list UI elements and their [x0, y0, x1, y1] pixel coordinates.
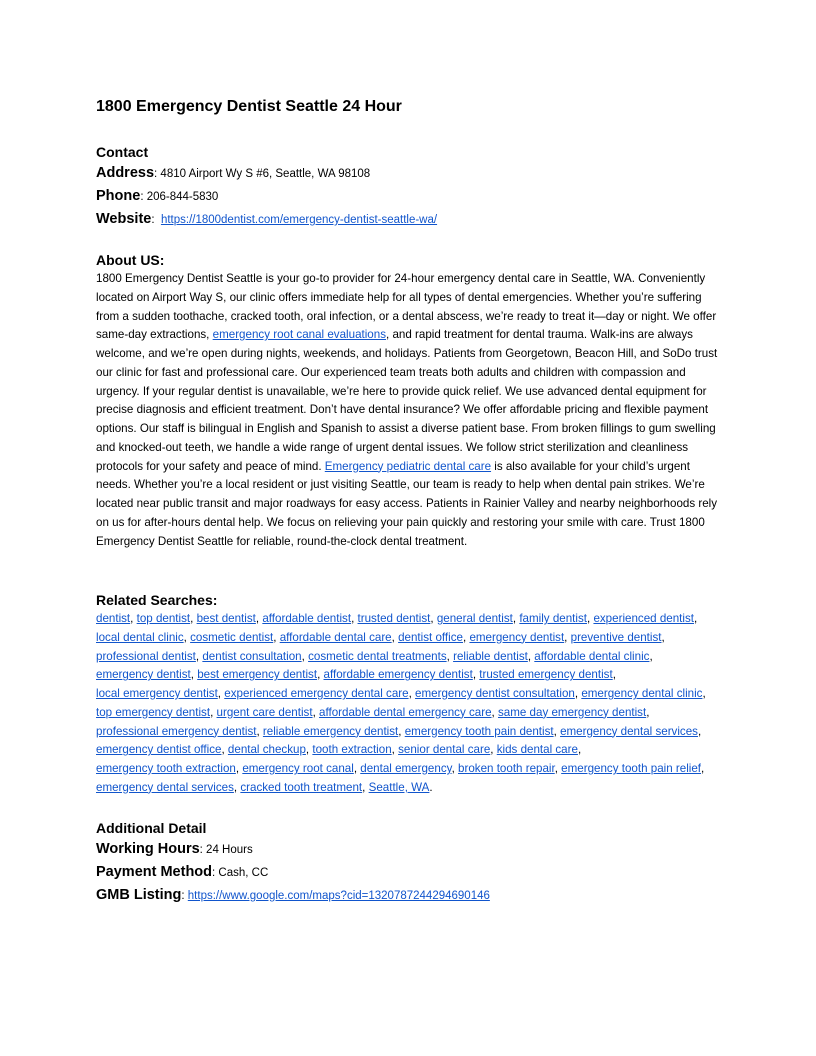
related-search-link[interactable]: cosmetic dental treatments: [308, 649, 447, 663]
contact-heading: Contact: [96, 144, 149, 160]
related-search-link[interactable]: emergency tooth extraction: [96, 762, 236, 775]
related-search-link[interactable]: affordable dental emergency care: [319, 705, 492, 719]
related-search-link[interactable]: trusted dentist: [357, 612, 431, 625]
related-search-link[interactable]: general dentist: [436, 612, 513, 625]
gmb-link[interactable]: https://www.google.com/maps?cid=1320787244294690146: [187, 890, 490, 902]
related-search-link[interactable]: best emergency dentist: [197, 668, 318, 682]
related-search-link[interactable]: best dentist: [196, 612, 256, 625]
hours-label: Working Hours: [96, 841, 200, 857]
related-search-link[interactable]: emergency dental services: [560, 724, 698, 738]
related-search-link[interactable]: emergency tooth pain dentist: [404, 724, 554, 738]
related-search-link[interactable]: affordable dentist: [262, 612, 352, 625]
related-search-link[interactable]: local dental clinic: [96, 630, 184, 644]
related-search-link[interactable]: affordable dental clinic: [534, 649, 650, 663]
related-search-link[interactable]: urgent care dentist: [216, 705, 313, 719]
related-search-link[interactable]: preventive dentist: [570, 630, 662, 644]
related-search-link[interactable]: dentist office: [398, 630, 463, 644]
related-search-link[interactable]: emergency dentist office: [96, 743, 222, 757]
related-search-link[interactable]: senior dental care: [398, 743, 491, 757]
related-search-link[interactable]: professional dentist: [96, 649, 196, 663]
about-section: [96, 250, 720, 551]
about-text-1: 1800 Emergency Dentist Seattle is your go-to provider for 24-hour emergency dental care in Seattle, WA. Conveniently located on Airport Way S, our clinic offers immediate help for all types of dental emergencies. Whether you’re suffering from a sudden toothache, cracked tooth, oral infection, or a dental abscess, we’re ready to treat it—day or night. We offer same-day extractions,: [96, 272, 717, 342]
about-heading: About US:: [96, 252, 165, 268]
related-search-link[interactable]: dental checkup: [227, 743, 306, 757]
payment-value: Cash, CC: [218, 867, 269, 879]
phone-label: Phone: [96, 188, 141, 204]
pediatric-care-link[interactable]: Emergency pediatric dental care: [324, 459, 492, 473]
related-search-link[interactable]: dental emergency: [360, 762, 452, 775]
related-search-link[interactable]: experienced dentist: [593, 612, 694, 625]
related-search-link[interactable]: dentist: [96, 612, 131, 625]
related-search-link[interactable]: affordable dental care: [279, 630, 392, 644]
related-heading: Related Searches:: [96, 592, 218, 608]
related-search-link[interactable]: emergency dentist: [96, 668, 191, 682]
about-text-2: , and rapid treatment for dental trauma. Walk-ins are always welcome, and we’re open during nights, weekends, and holidays. Patients from Georgetown, Beacon Hill, and SoDo trust our clinic for fast and professional care. Our experienced team treats both adults and children with compassion and urgency. If your regular dentist is unavailable, we’re here to provide quick relief. We use advanced dental equipment for precise diagnosis and efficient treatment. Don’t have dental insurance? We offer affordable pricing and flexible payment options. Our staff is bilingual in English and Spanish to assist a diverse patient base. From broken fillings to gum swelling and knocked-out teeth, we handle a wide range of urgent dental issues. We follow strict sterilization and cleanliness protocols for your safety and peace of mind.: [96, 328, 718, 473]
payment-label: Payment Method: [96, 864, 213, 880]
phone-row: Phone: 206-844-5830: [96, 188, 219, 204]
related-search-link[interactable]: family dentist: [519, 612, 587, 625]
related-search-link[interactable]: cracked tooth treatment: [240, 780, 363, 794]
related-links-list: dentist, top dentist, best dentist, affordable dentist, trusted dentist, general dentist, family dentist, experienced dentist, local dental clinic, cosmetic dentist, affordable dental care, dentist office, emergency dentist, preventive dentist, professional dentist, dentist consultation, cosmetic dental treatments, reliable dentist, affordable dental clinic, emergency dentist, best emergency dentist, affordable emergency dentist, trusted emergency dentist, local emergency dentist, experienced emergency dental care, emergency dentist consultation, emergency dental clinic, top emergency dentist, urgent care dentist, affordable dental emergency care, same day emergency dentist, professional emergency dentist, reliable emergency dentist, emergency tooth pain dentist, emergency dental services, emergency dentist office, dental checkup, tooth extraction, senior dental care, kids dental care, emergency tooth extraction, emergency root canal, dental emergency, broken tooth repair, emergency tooth pain relief, emergency dental services, cracked tooth treatment, Seattle, WA.: [96, 612, 706, 794]
related-search-link[interactable]: professional emergency dentist: [96, 724, 257, 738]
related-search-link[interactable]: same day emergency dentist: [497, 705, 647, 719]
address-value: 4810 Airport Wy S #6, Seattle, WA 98108: [160, 168, 371, 180]
page-title: 1800 Emergency Dentist Seattle 24 Hour: [96, 98, 402, 115]
related-search-link[interactable]: tooth extraction: [312, 743, 392, 757]
related-search-link[interactable]: trusted emergency dentist: [479, 668, 613, 682]
related-search-link[interactable]: top emergency dentist: [96, 705, 211, 719]
phone-value: 206-844-5830: [146, 191, 219, 203]
related-search-link[interactable]: local emergency dentist: [96, 687, 218, 700]
related-search-link[interactable]: dentist consultation: [202, 649, 302, 663]
contact-section: [96, 142, 720, 231]
related-search-link[interactable]: emergency dental clinic: [581, 687, 703, 700]
related-search-link[interactable]: emergency root canal: [242, 762, 354, 775]
website-link[interactable]: https://1800dentist.com/emergency-dentist-seattle-wa/: [160, 214, 438, 226]
related-search-link[interactable]: reliable dentist: [453, 649, 528, 663]
website-row: Website: https://1800dentist.com/emergency-dentist-seattle-wa/: [96, 211, 438, 227]
related-search-link[interactable]: reliable emergency dentist: [262, 724, 399, 738]
related-search-link[interactable]: Seattle, WA: [368, 780, 430, 794]
root-canal-link[interactable]: emergency root canal evaluations: [212, 328, 387, 342]
related-search-link[interactable]: emergency tooth pain relief: [561, 762, 702, 775]
about-text-3: is also available for your child’s urgent needs. Whether you’re a local resident or just visiting Seattle, our team is ready to help when dental pain strikes. We’re located near public transit and major roadways for easy access. Patients in Rainier Valley and nearby neighborhoods rely on us for after-hours dental help. We focus on relieving your pain quickly and restoring your smile with care. Trust 1800 Emergency Dentist Seattle for reliable, round-the-clock dental treatment.: [96, 459, 718, 548]
about-paragraph: [96, 270, 720, 551]
related-search-link[interactable]: cosmetic dentist: [190, 630, 274, 644]
hours-row: Working Hours: 24 Hours: [96, 841, 253, 857]
hours-value: 24 Hours: [206, 844, 253, 856]
related-search-link[interactable]: emergency dentist: [469, 630, 565, 644]
website-label: Website: [96, 211, 152, 227]
address-row: Address: 4810 Airport Wy S #6, Seattle, WA 98108: [96, 165, 371, 181]
related-searches-section: [96, 590, 720, 798]
related-search-link[interactable]: kids dental care: [496, 743, 578, 757]
payment-row: Payment Method: Cash, CC: [96, 864, 269, 880]
gmb-row: GMB Listing: https://www.google.com/maps?cid=1320787244294690146: [96, 887, 490, 903]
related-search-link[interactable]: broken tooth repair: [458, 762, 555, 775]
detail-heading: Additional Detail: [96, 820, 207, 836]
related-search-link[interactable]: affordable emergency dentist: [323, 668, 473, 682]
additional-detail-section: [96, 818, 720, 907]
related-search-link[interactable]: emergency dentist consultation: [415, 687, 575, 700]
address-label: Address: [96, 165, 155, 181]
gmb-label: GMB Listing: [96, 887, 182, 903]
related-search-link[interactable]: emergency dental services: [96, 780, 234, 794]
related-search-link[interactable]: experienced emergency dental care: [224, 687, 409, 700]
related-search-link[interactable]: top dentist: [136, 612, 191, 625]
